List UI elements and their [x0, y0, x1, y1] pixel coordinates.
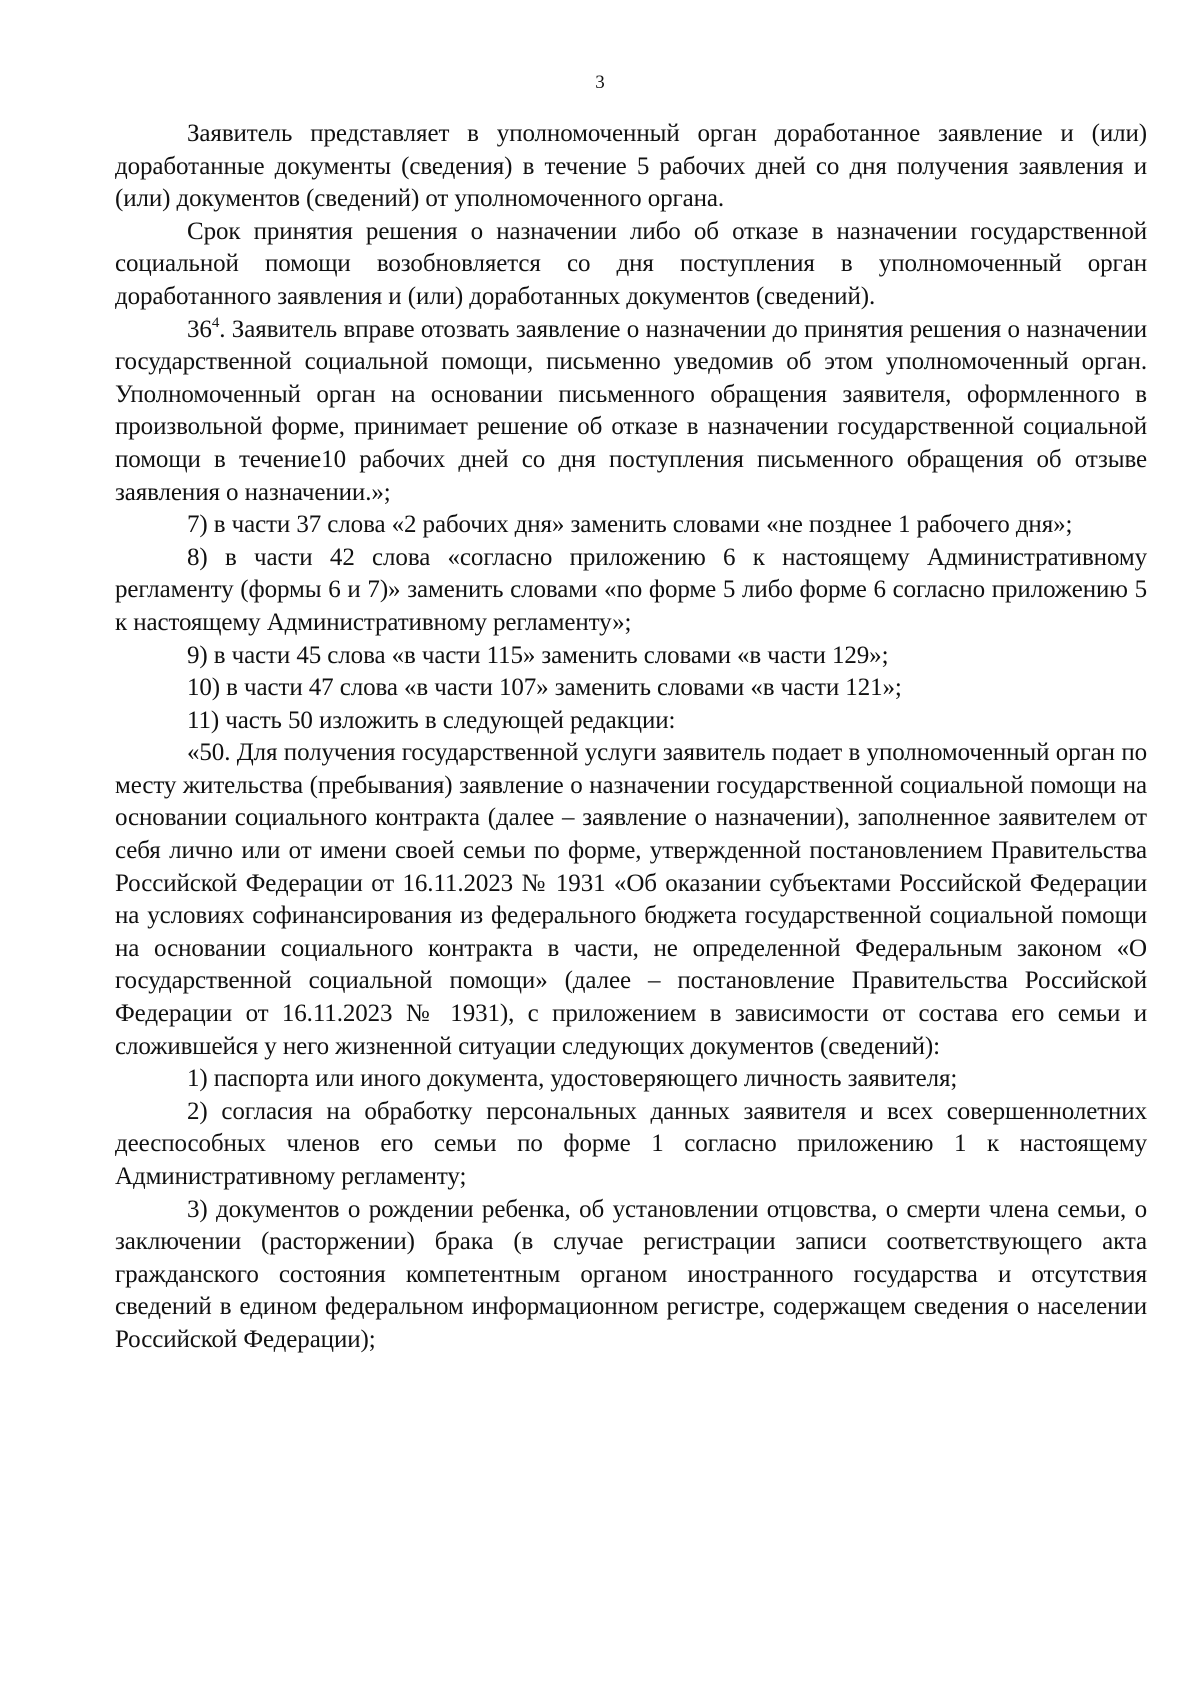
paragraph-superscript: 4 — [211, 314, 220, 331]
document-body — [115, 118, 1147, 1357]
paragraph-item-8: 8) в части 42 слова «согласно приложению 6 к настоящему Административному регламенту (формы 6 и 7)» заменить словами «по форме 5 либо форме 6 согласно приложению 5 к настоящему Административному регламенту»; — [115, 543, 1147, 636]
paragraph-item-9: 9) в части 45 слова «в части 115» заменить словами «в части 129»; — [187, 641, 889, 669]
paragraph-doc-2: 2) согласия на обработку персональных данных заявителя и всех совершеннолетних дееспособных членов его семьи по форме 1 согласно приложению 1 к настоящему Административному регламенту; — [115, 1097, 1147, 1190]
paragraph-item-10: 10) в части 47 слова «в части 107» заменить словами «в части 121»; — [187, 674, 902, 702]
paragraph-36-4 — [115, 314, 1147, 510]
page-number: 3 — [595, 72, 605, 93]
paragraph-doc-1: 1) паспорта или иного документа, удостоверяющего личность заявителя; — [187, 1065, 958, 1093]
paragraph-resubmission: Заявитель представляет в уполномоченный орган доработанное заявление и (или) доработанные документы (сведения) в течение 5 рабочих дней со дня получения заявления и (или) документов (сведений) от уполномоченного органа. — [115, 120, 1147, 213]
paragraph-number: 36 — [187, 315, 212, 343]
paragraph-part-50: «50. Для получения государственной услуги заявитель подает в уполномоченный орган по месту жительства (пребывания) заявление о назначении государственной социальной помощи на основании социального контракта (далее – заявление о назначении), заполненное заявителем от себя лично или от имени своей семьи по форме, утвержденной постановлением Правительства Российской Федерации от 16.11.2023 № 1931 «Об оказании субъектами Российской Федерации на условиях софинансирования из федерального бюджета государственной социальной помощи на основании социального контракта в части, не определенной Федеральным законом «О государственной социальной помощи» (далее – постановление Правительства Российской Федерации от 16.11.2023 № 1931), с приложением в зависимости от состава его семьи и сложившейся у него жизненной ситуации следующих документов (сведений): — [115, 739, 1147, 1060]
paragraph-item-11: 11) часть 50 изложить в следующей редакции: — [187, 706, 676, 734]
paragraph-text: . Заявитель вправе отозвать заявление о назначении до принятия решения о назначении государственной социальной помощи, письменно уведомив об этом уполномоченный орган. Уполномоченный орган на основании письменного обращения заявителя, оформленного в произвольной форме, принимает решение об отказе в назначении государственной социальной помощи в течение10 рабочих дней со дня поступления письменного обращения об отзыве заявления о назначении.»; — [115, 315, 1147, 506]
paragraph-doc-3: 3) документов о рождении ребенка, об установлении отцовства, о смерти члена семьи, о заключении (расторжении) брака (в случае регистрации записи соответствующего акта гражданского состояния компетентным органом иностранного государства и отсутствия сведений в едином федеральном информационном регистре, содержащем сведения о населении Российской Федерации); — [115, 1195, 1147, 1353]
paragraph-decision-term: Срок принятия решения о назначении либо об отказе в назначении государственной социальной помощи возобновляется со дня поступления в уполномоченный орган доработанного заявления и (или) доработанных документов (сведений). — [115, 217, 1147, 310]
paragraph-item-7: 7) в части 37 слова «2 рабочих дня» заменить словами «не позднее 1 рабочего дня»; — [187, 511, 1073, 539]
